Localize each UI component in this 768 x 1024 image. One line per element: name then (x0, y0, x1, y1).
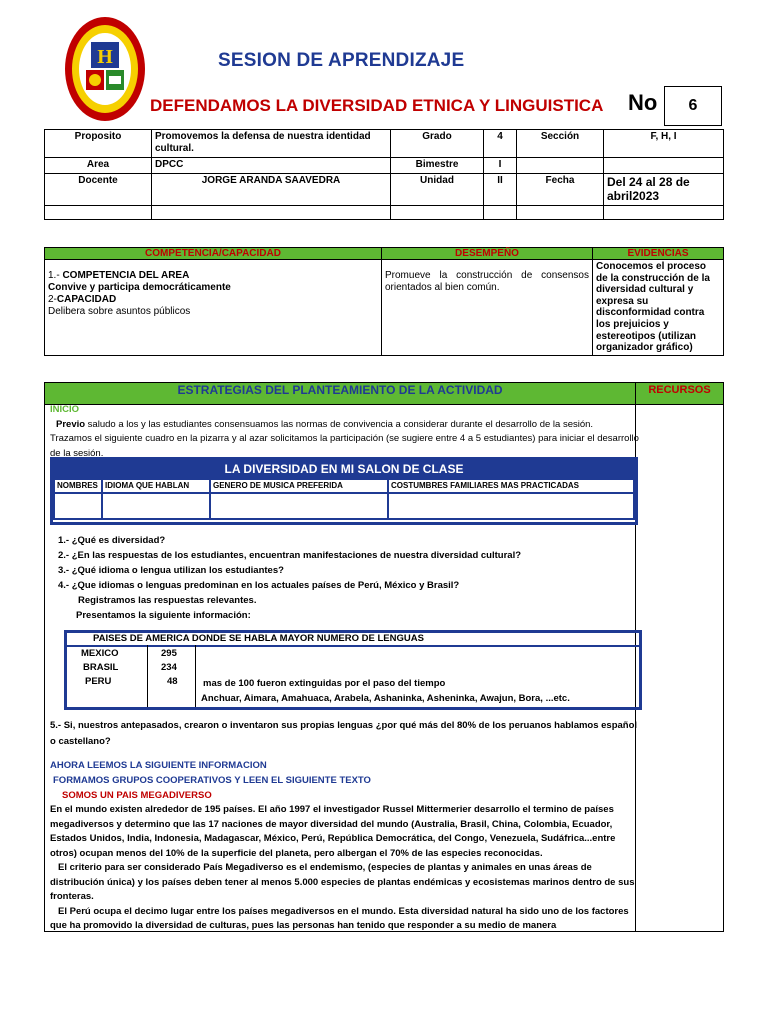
competencia-table (44, 247, 724, 356)
col-divider (195, 645, 196, 707)
empty-cell (517, 158, 604, 174)
empty-cell (517, 206, 604, 220)
recursos-body (636, 405, 724, 932)
lang-note-2: Anchuar, Aimara, Amahuaca, Arabela, Ashaninka, Asheninka, Awajun, Bora, ...etc. (201, 693, 570, 704)
registramos-text: Registramos las respuestas relevantes. (78, 595, 257, 606)
empty-cell (54, 493, 102, 519)
fecha-value: Del 24 al 28 de abril2023 (604, 174, 724, 206)
empty-cell (391, 206, 484, 220)
bimestre-value: I (484, 158, 517, 174)
fecha-label: Fecha (517, 174, 604, 206)
country-peru: PERU (85, 676, 112, 687)
country-mexico: MEXICO (81, 648, 119, 659)
proposito-value: Promovemos la defensa de nuestra identidad cultural. (152, 130, 391, 158)
question-2: 2.- ¿En las respuestas de los estudiantes, encuentran manifestaciones de nuestra diversidad cultural? (58, 550, 522, 561)
languages-divider (67, 645, 639, 647)
evidencias-cell: Conocemos el proceso de la construcción de la diversidad cultural y expresa su disconformidad contra los prejuicios y estereotipos (utilizan organizador gráfico) (593, 260, 724, 356)
empty-cell (484, 206, 517, 220)
empty-cell (604, 158, 724, 174)
docente-label: Docente (45, 174, 152, 206)
area-value: DPCC (152, 158, 391, 174)
reading-section (50, 758, 640, 934)
evidencias-header: EVIDENCIAS (593, 248, 724, 260)
competencia-header: COMPETENCIA/CAPACIDAD (45, 248, 382, 260)
previo-bold: Previo (56, 418, 86, 430)
number-label: No (628, 90, 658, 115)
question-4: 4.- ¿Que idiomas o lenguas predominan en los actuales países de Perú, México y Brasil? (58, 580, 460, 591)
area-label: Area (45, 158, 152, 174)
question-5: 5.- Si, nuestros antepasados, crearon o inventaron sus propias lenguas ¿por qué más del 80% de los peruanos hablamos español o castellano? (50, 720, 638, 747)
trazamos-text: Trazamos el siguiente cuadro en la pizarra y al azar solicitamos la participación (se sugiere entre 4 a 5 estudiantes) para iniciar el desarrollo de la sesión. (50, 433, 639, 459)
col-idioma: IDIOMA QUE HABLAN (102, 479, 210, 493)
paragraph-1: En el mundo existen alrededor de 195 países. El año 1997 el investigador Russel Mittermerier desarrollo el termino de países megadiversos y determino que las 17 naciones de mayor diversidad del mundo (Australia, Brasil, China, Colombia, Ecuador, Estados Unidos, India, Indonesia, Madagascar, México, Perú, República Democrática, del Congo, Venezuela, Sudáfrica...entre otros) ocupan menos del 10% de la superficie del planeta, pero albergan el 70% de las especies reconocidas. (50, 804, 616, 859)
session-number: 6 (664, 86, 722, 126)
col-divider (147, 645, 148, 707)
count-brasil: 234 (161, 662, 177, 673)
ahora-heading: AHORA LEEMOS LA SIGUIENTE INFORMACION (50, 760, 267, 771)
languages-title: PAISES DE AMERICA DONDE SE HABLA MAYOR NUMERO DE LENGUAS (93, 633, 424, 644)
empty-cell (210, 493, 388, 519)
grado-value: 4 (484, 130, 517, 158)
country-brasil: BRASIL (83, 662, 119, 673)
lang-note-1: mas de 100 fueron extinguidas por el paso del tiempo (203, 678, 446, 689)
desempeno-header: DESEMPEÑO (382, 248, 593, 260)
proposito-label: Proposito (45, 130, 152, 158)
paragraph-3: El Perú ocupa el decimo lugar entre los países megadiversos en el mundo. Esta diversidad natural ha sido uno de los factores que ha promovido la diversidad de culturas, pues las personas han tenido que responder a su medio de manera (50, 905, 629, 931)
comp-prefix: 1.- (48, 270, 63, 281)
desempeno-cell: Promueve la construcción de consensos orientados al bien común. (382, 260, 593, 356)
empty-cell (152, 206, 391, 220)
presentamos-text: Presentamos la siguiente información: (76, 610, 251, 621)
unidad-label: Unidad (391, 174, 484, 206)
question-1: 1.- ¿Qué es diversidad? (58, 535, 166, 546)
seccion-value: F, H, I (604, 130, 724, 158)
empty-cell (45, 206, 152, 220)
empty-cell (388, 493, 634, 519)
comp-desc: Convive y participa democráticamente (48, 282, 231, 293)
page-title: SESION DE APRENDIZAJE (218, 50, 465, 71)
count-mexico: 295 (161, 648, 177, 659)
seccion-label: Sección (517, 130, 604, 158)
session-subtitle: DEFENDAMOS LA DIVERSIDAD ETNICA Y LINGUISTICA (150, 96, 604, 115)
docente-value: JORGE ARANDA SAAVEDRA (152, 174, 391, 206)
cap-desc: Delibera sobre asuntos públicos (48, 306, 191, 317)
somos-heading: SOMOS UN PAIS MEGADIVERSO (62, 790, 212, 801)
diversity-table-title: LA DIVERSIDAD EN MI SALON DE CLASE (53, 460, 635, 478)
formamos-heading: FORMAMOS GRUPOS COOPERATIVOS Y LEEN EL SIGUIENTE TEXTO (53, 775, 371, 786)
bimestre-label: Bimestre (391, 158, 484, 174)
info-table (44, 129, 724, 220)
languages-table (64, 630, 642, 710)
previo-text: saludo a los y las estudiantes consensuamos las normas de convivencia a considerar durante el desarrollo de la sesión. (85, 418, 594, 430)
svg-text:H: H (97, 46, 113, 68)
empty-cell (102, 493, 210, 519)
col-nombres: NOMBRES (54, 479, 102, 493)
school-logo (64, 16, 146, 122)
competencia-cell (45, 260, 382, 356)
unidad-value: II (484, 174, 517, 206)
cap-prefix: 2- (48, 294, 57, 305)
comp-title: COMPETENCIA DEL AREA (62, 270, 190, 281)
empty-cell (604, 206, 724, 220)
estrategias-header: ESTRATEGIAS DEL PLANTEAMIENTO DE LA ACTIVIDAD (45, 383, 636, 405)
count-peru: 48 (167, 676, 178, 687)
question-3: 3.- ¿Qué idioma o lengua utilizan los estudiantes? (58, 565, 284, 576)
grado-label: Grado (391, 130, 484, 158)
paragraph-2: El criterio para ser considerado País Megadiverso es el endemismo, (especies de plantas y animales en unas áreas de distribución única) y los países deben tener al menos 5.000 especies de plantas endémicas y ecosistemas marinos dentro de sus fronteras. (50, 862, 635, 902)
recursos-header: RECURSOS (636, 383, 724, 405)
questions-list (58, 533, 521, 623)
diversity-table (50, 457, 638, 525)
cap-title: CAPACIDAD (56, 294, 117, 305)
inicio-section (50, 403, 642, 461)
col-genero: GENERO DE MUSICA PREFERIDA (210, 479, 388, 493)
inicio-label: INICIO (50, 404, 80, 415)
col-costumbres: COSTUMBRES FAMILIARES MAS PRACTICADAS (388, 479, 634, 493)
